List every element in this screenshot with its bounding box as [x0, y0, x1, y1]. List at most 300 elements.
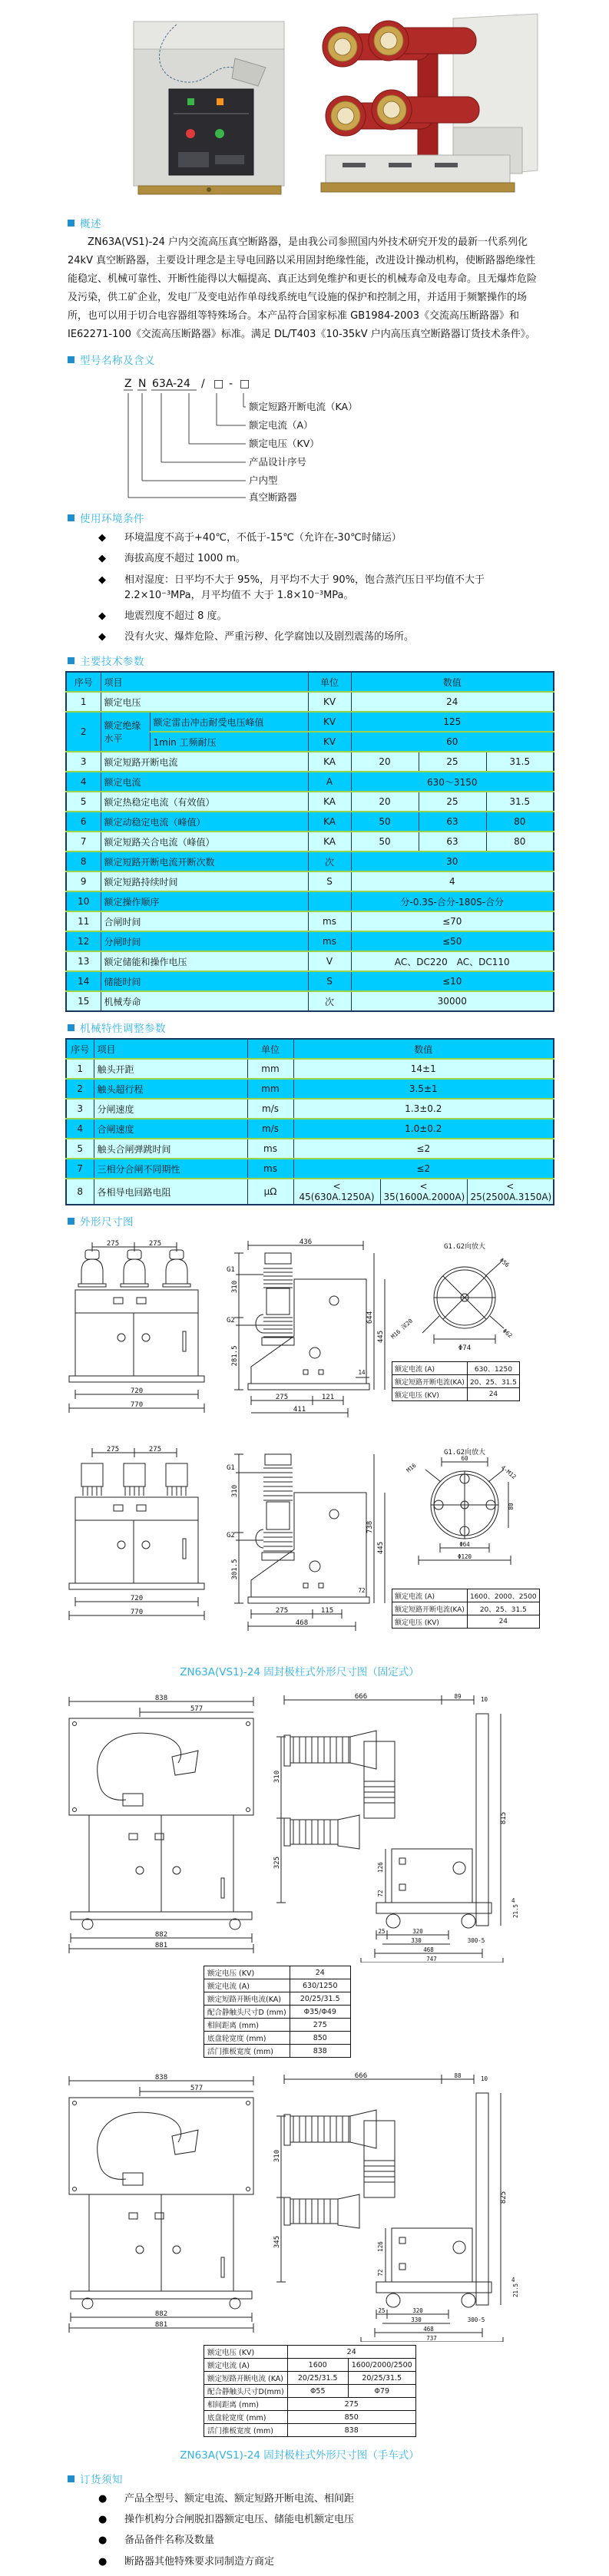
rating-value: 24 [290, 1966, 350, 1979]
square-bullet-icon [68, 657, 74, 664]
cell-item: 触头合闸弹跳时间 [94, 1139, 247, 1159]
cell-unit: KA [308, 792, 351, 812]
handcart-type-caption: ZN63A(VS1)-24 固封极柱式外形尺寸图（手车式） [180, 2449, 419, 2462]
section-title: 订货须知 [80, 2474, 123, 2487]
section-title: 主要技术参数 [80, 656, 144, 669]
dim-label: 445 [377, 1541, 385, 1555]
model-code-part: □ [240, 378, 250, 391]
model-label: 额定短路开断电流（KA） [249, 401, 358, 413]
dim-label: 4-M12 [499, 1463, 518, 1481]
model-code-part: Z [124, 378, 132, 391]
cell-no: 8 [66, 1179, 94, 1205]
dim-label: 275 [148, 1446, 162, 1454]
dim-label: 275 [275, 1607, 289, 1615]
mechanical-params-table [65, 1038, 554, 1205]
cell-item: 额定储能和操作电压 [101, 951, 308, 971]
cell-unit: ms [247, 1139, 293, 1159]
cell-unit: KA [308, 752, 351, 772]
dim-label: 10 [481, 2075, 488, 2083]
model-code-part: / [201, 378, 205, 391]
cell-no: 5 [66, 1139, 94, 1159]
cell-no: 11 [66, 911, 101, 931]
dim-label: 275 [106, 1240, 120, 1248]
cell-unit: m/s [247, 1119, 293, 1139]
cell-no: 4 [66, 1119, 94, 1139]
dim-label: 4 [511, 1897, 515, 1905]
cell-no: 2 [66, 712, 101, 752]
cell-no: 8 [66, 852, 101, 871]
cell-item: 额定短路关合电流（峰值） [101, 832, 308, 852]
dim-label: 301.5 [231, 1559, 239, 1580]
rating-value: 20/25/31.5 [348, 2372, 415, 2385]
dim-label: 720 [130, 1595, 144, 1603]
cell-value: 50 [351, 832, 419, 852]
dim-label: Φ120 [457, 1553, 472, 1561]
cell-no: 10 [66, 891, 101, 911]
list-item-text: 环境温度不高于+40℃，不低于-15℃（允许在-30℃时储运） [124, 532, 402, 544]
cell-unit: ms [308, 931, 351, 951]
dim-label: 882 [154, 1931, 168, 1939]
dim-label: M16 [405, 1462, 418, 1474]
handcart-1600a-rating-table [204, 2345, 416, 2437]
dim-label: 320 [412, 1928, 423, 1936]
cell-subitem: 1min 工频耐压 [150, 732, 308, 752]
dim-label: 577 [190, 1705, 204, 1714]
cell-item: 额定动稳定电流（峰值） [101, 812, 308, 832]
cell-no: 2 [66, 1079, 94, 1099]
dim-label: 310 [273, 1770, 281, 1784]
cell-value: 1.3±0.2 [293, 1099, 554, 1119]
model-label: 产品设计序号 [249, 456, 307, 468]
cell-value: ≤2 [293, 1139, 554, 1159]
col-header: 数值 [293, 1039, 554, 1059]
product-photos [0, 0, 609, 207]
rating-value: 24 [467, 1388, 519, 1401]
list-item [98, 630, 563, 645]
cell-unit: KV [308, 712, 351, 732]
rating-value: 850 [287, 2411, 415, 2424]
dim-label: Φ64 [459, 1541, 470, 1549]
dim-label: 310 [231, 1484, 239, 1498]
rating-value: Φ35/Φ49 [290, 2006, 350, 2019]
cell-no: 5 [66, 792, 101, 812]
cell-unit: ms [247, 1159, 293, 1179]
list-item [98, 531, 563, 546]
cell-item: 额定短路开断电流开断次数 [101, 852, 308, 871]
list-item-text: 地震烈度不超过 8 度。 [124, 610, 227, 622]
cell-item: 额定热稳定电流（有效值） [101, 792, 308, 812]
diamond-bullet-icon: ◆ [98, 630, 106, 643]
cell-item: 触头开距 [94, 1059, 247, 1079]
diamond-bullet-icon: ◆ [98, 532, 106, 544]
less-than-sign: < [333, 1181, 341, 1192]
cell-item: 额定电压 [101, 692, 308, 712]
section-heading-dimensions [68, 1213, 609, 1228]
main-tech-table [65, 671, 554, 1012]
dim-label: 115 [320, 1607, 334, 1615]
handcart-type-1600a-drawing [61, 2067, 559, 2342]
cell-unit: KA [308, 812, 351, 832]
dim-label: 468 [295, 1619, 309, 1628]
dim-label: M16 深20 [389, 1317, 415, 1341]
dim-label: 770 [130, 1609, 144, 1617]
cell-value: 1.0±0.2 [293, 1119, 554, 1139]
handcart-630a-rating-table [204, 1966, 351, 2058]
rating-value: 630/1250 [290, 1979, 350, 1992]
list-item-text: 相对湿度：日平均不大于 95%，月平均不大于 90%，饱合蒸汽压日平均值不大于 2.2×10⁻³MPa，月平均值不 大于 1.8×10⁻³MPa。 [124, 574, 485, 601]
cell-no: 1 [66, 692, 101, 712]
dim-label: 300-5 [467, 1937, 485, 1945]
cell-no: 12 [66, 931, 101, 951]
rating-value: 20、25、31.5 [467, 1602, 539, 1615]
dot-bullet-icon: ● [98, 2493, 108, 2505]
dim-label: 666 [354, 1693, 368, 1701]
cell-unit: 次 [308, 852, 351, 871]
cell-value: 25 [419, 792, 486, 812]
cell-value [467, 1179, 554, 1205]
section-heading-model [68, 352, 609, 367]
fixed-type-1600a-drawing [61, 1439, 559, 1655]
cell-value: 分-0.3S-合分-180S-合分 [351, 891, 554, 911]
rating-key: 额定短路开断电流(KA) [392, 1602, 468, 1615]
dim-label: Φ56 [498, 1256, 511, 1269]
cell-item: 机械寿命 [101, 991, 308, 1011]
dim-label: 72 [358, 1587, 366, 1595]
section-title: 机械特性调整参数 [80, 1023, 166, 1036]
list-item [98, 2555, 563, 2570]
dim-label: 881 [154, 2321, 168, 2330]
list-item [98, 2533, 563, 2548]
rating-key: 相间距离 (mm) [204, 2398, 288, 2411]
rating-value: 838 [287, 2424, 415, 2437]
cell-value: 20 [351, 752, 419, 772]
list-item-text: 操作机构分合闸脱扣器额定电压、储能电机额定电压 [124, 2514, 355, 2526]
list-item-text: 没有火灾、爆炸危险、严重污秽、化学腐蚀以及剧烈震荡的场所。 [124, 630, 415, 643]
cell-item: 额定电流 [101, 772, 308, 792]
dim-label: 60 [461, 1455, 468, 1463]
cell-no: 3 [66, 1099, 94, 1119]
dim-label: 72 [377, 1890, 384, 1897]
dim-label: 881 [154, 1942, 168, 1950]
model-designation-diagram [84, 370, 561, 502]
cell-value: 80 [486, 812, 554, 832]
square-bullet-icon [68, 1218, 74, 1225]
rating-value: 24 [467, 1615, 539, 1629]
cell-unit: V [308, 951, 351, 971]
cell-value: 31.5 [486, 752, 554, 772]
rating-value: 275 [290, 2019, 350, 2032]
cell-subitem: 额定雷击冲击耐受电压峰值 [150, 712, 308, 732]
rating-key: 额定电压 (KV) [392, 1615, 468, 1629]
breaker-pole-assembly-photo [303, 12, 547, 200]
cell-item: 合闸速度 [94, 1119, 247, 1139]
dim-label: 468 [423, 1946, 434, 1954]
rating-value: 20/25/31.5 [290, 1992, 350, 2006]
list-item [98, 2492, 563, 2507]
list-item-text: 备品备件名称及数量 [124, 2535, 215, 2547]
cell-no: 7 [66, 1159, 94, 1179]
dim-label: 126 [377, 2241, 384, 2252]
resistance-value: 25(2500A.3150A) [470, 1192, 552, 1203]
dim-label: 4 [511, 2277, 515, 2284]
dim-label: 747 [426, 1956, 437, 1963]
rating-value: 275 [287, 2398, 415, 2411]
dim-label: 21.5 [512, 2283, 519, 2298]
list-item [98, 609, 563, 624]
cell-unit: A [308, 772, 351, 792]
rating-value: 20、25、31.5 [467, 1375, 519, 1388]
dim-label: 411 [293, 1406, 306, 1414]
dim-label: 644 [366, 1311, 374, 1324]
dim-label: 436 [299, 1238, 313, 1247]
cell-value: 80 [486, 832, 554, 852]
dim-label: 330 [411, 2316, 422, 2324]
cell-unit: S [308, 871, 351, 891]
less-than-sign: < [419, 1181, 428, 1192]
rating-value: Φ79 [348, 2385, 415, 2398]
environment-list [0, 531, 609, 645]
cell-unit: m/s [247, 1099, 293, 1119]
cell-value: 50 [351, 812, 419, 832]
cell-unit: KV [308, 732, 351, 752]
cell-item: 额定短路持续时间 [101, 871, 308, 891]
cell-unit: μΩ [247, 1179, 293, 1205]
model-label: 户内型 [249, 475, 278, 487]
cell-no: 9 [66, 871, 101, 891]
cell-value: 63 [419, 832, 486, 852]
col-header: 单位 [308, 672, 351, 692]
cell-item: 各相导电回路电阻 [94, 1179, 247, 1205]
resistance-value: 45(630A.1250A) [299, 1192, 375, 1203]
section-heading-environment [68, 510, 609, 525]
model-label: 额定电流（A） [249, 419, 313, 432]
fixed-type-caption: ZN63A(VS1)-24 固封极柱式外形尺寸图（固定式） [180, 1666, 419, 1679]
cell-item: 三相分合闸不同期性 [94, 1159, 247, 1179]
section-title: 型号名称及含义 [80, 355, 155, 368]
rating-key: 相间距离 (mm) [204, 2019, 290, 2032]
square-bullet-icon [68, 1024, 74, 1031]
rating-key: 底盘轮宽度 (mm) [204, 2032, 290, 2045]
model-code-part: - [229, 378, 233, 391]
fixed-type-630a-drawing-svg [61, 1235, 559, 1433]
dim-label: 838 [154, 1695, 168, 1703]
col-header: 单位 [247, 1039, 293, 1059]
detail-title: G1.G2向放大 [443, 1243, 486, 1252]
rating-key: 额定短路开断电流 (KA) [204, 2372, 288, 2385]
rating-key: 额定电压 (KV) [392, 1388, 468, 1401]
section-heading-tech-params [68, 653, 609, 668]
list-item-text: 海拔高度不超过 1000 m。 [124, 553, 247, 565]
dim-label: 310 [231, 1280, 239, 1294]
cell-value: ≤50 [351, 931, 554, 951]
rating-key: 底盘轮宽度 (mm) [204, 2411, 288, 2424]
square-bullet-icon [68, 514, 74, 521]
dim-label: G2 [227, 1532, 235, 1540]
cell-value: 20 [351, 792, 419, 812]
cell-value: ≤2 [293, 1159, 554, 1179]
cell-unit: KV [308, 692, 351, 712]
cell-no: 4 [66, 772, 101, 792]
dim-label: 468 [423, 2326, 434, 2333]
dim-label: 275 [148, 1240, 162, 1248]
resistance-value: 35(1600A.2000A) [383, 1192, 465, 1203]
list-item [98, 2512, 563, 2528]
fixed-630a-rating-table [392, 1361, 520, 1401]
cell-value: 30 [351, 852, 554, 871]
model-code-part: 63A-24 [152, 378, 190, 391]
dim-label: 445 [377, 1330, 385, 1344]
square-bullet-icon [68, 220, 74, 227]
cell-unit: ms [308, 911, 351, 931]
dim-label: 825 [500, 2191, 508, 2204]
cell-value: 63 [419, 812, 486, 832]
cell-no: 7 [66, 832, 101, 852]
list-item [98, 551, 563, 567]
handcart-type-630a-drawing [61, 1688, 559, 1963]
fixed-type-630a-drawing [61, 1235, 559, 1433]
rating-value: 1600/2000/2500 [348, 2359, 415, 2372]
rating-value: 838 [290, 2045, 350, 2058]
list-item-text: 断路器其他特殊要求同制造方商定 [124, 2555, 275, 2568]
cell-value: 4 [351, 871, 554, 891]
dim-label: 126 [377, 1862, 384, 1873]
section-title: 概述 [80, 218, 101, 230]
dim-label: 275 [106, 1446, 120, 1454]
col-header: 序号 [66, 672, 101, 692]
dim-label: 345 [273, 2235, 281, 2249]
dim-label: 25 [378, 2307, 386, 2315]
dot-bullet-icon: ● [98, 2514, 108, 2526]
rating-value: Φ55 [287, 2385, 348, 2398]
rating-key: 配合静触头尺寸D (mm) [204, 2006, 290, 2019]
cell-unit: mm [247, 1059, 293, 1079]
cell-item: 额定绝缘水平 [101, 712, 150, 752]
section-heading-ordering [68, 2471, 609, 2486]
dim-label: 89 [454, 1693, 462, 1701]
cell-unit: S [308, 971, 351, 991]
rating-key: 额定电压 (KV) [204, 1966, 290, 1979]
dim-label: 770 [130, 1401, 144, 1410]
dim-label: 80 [508, 1503, 515, 1510]
dim-label: 88 [454, 2072, 462, 2080]
col-header: 序号 [66, 1039, 94, 1059]
rating-value: 1600、2000、2500 [467, 1589, 539, 1602]
dim-label: 320 [412, 2307, 423, 2315]
cell-item: 储能时间 [101, 971, 308, 991]
dim-label: 577 [190, 2085, 204, 2093]
cell-no: 1 [66, 1059, 94, 1079]
cell-value: 125 [351, 712, 554, 732]
cell-value: 31.5 [486, 792, 554, 812]
rating-key: 活门推板宽度 (mm) [204, 2045, 290, 2058]
cell-item: 合闸时间 [101, 911, 308, 931]
dim-label: 300-5 [467, 2316, 485, 2324]
rating-key: 额定电流 (A) [204, 1979, 290, 1992]
handcart-type-630a-drawing-svg [61, 1688, 559, 1963]
cell-item: 分闸时间 [101, 931, 308, 951]
cell-value: 14±1 [293, 1059, 554, 1079]
cell-value: 630～3150 [351, 772, 554, 792]
dim-label: 121 [321, 1394, 335, 1402]
rating-key: 配合静触头尺寸D(mm) [204, 2385, 288, 2398]
fixed-1600a-rating-table [392, 1589, 540, 1629]
detail-title: G1.G2向放大 [443, 1449, 486, 1457]
dim-label: 275 [275, 1394, 289, 1402]
dim-label: 72 [377, 2269, 384, 2277]
rating-key: 额定短路开断电流(KA) [392, 1375, 468, 1388]
dim-label: 838 [154, 2074, 168, 2082]
diamond-bullet-icon: ◆ [98, 553, 106, 565]
cell-unit [308, 891, 351, 911]
cell-value: 3.5±1 [293, 1079, 554, 1099]
cell-value: 30000 [351, 991, 554, 1011]
dim-label: 720 [130, 1387, 144, 1396]
cell-no: 3 [66, 752, 101, 772]
rating-key: 额定电流 (A) [204, 2359, 288, 2372]
dim-label: 14 [358, 1369, 366, 1377]
square-bullet-icon [68, 356, 74, 363]
dim-label: G1 [227, 1464, 235, 1473]
cell-value: 24 [351, 692, 554, 712]
section-heading-mech-params [68, 1020, 609, 1035]
dim-label: 10 [481, 1696, 488, 1704]
cell-unit: mm [247, 1079, 293, 1099]
dim-label: 737 [426, 2335, 437, 2343]
dim-label: G2 [227, 1317, 235, 1325]
model-label: 额定电压（KV） [249, 438, 319, 450]
cell-value: ≤70 [351, 911, 554, 931]
dot-bullet-icon: ● [98, 2535, 108, 2547]
dim-label: 330 [411, 1937, 422, 1945]
model-code-part: □ [213, 378, 224, 391]
rating-key: 额定电流 (A) [392, 1362, 468, 1375]
cell-value: 60 [351, 732, 554, 752]
cell-value: ≤10 [351, 971, 554, 991]
model-code-part: N [138, 378, 147, 391]
dim-label: 738 [366, 1520, 374, 1534]
cell-unit: 次 [308, 991, 351, 1011]
cell-item: 分闸速度 [94, 1099, 247, 1119]
cell-unit: KA [308, 832, 351, 852]
dim-label: 666 [354, 2072, 368, 2081]
cell-item: 额定操作顺序 [101, 891, 308, 911]
list-item [98, 573, 563, 603]
rating-value: 1600 [287, 2359, 348, 2372]
section-title: 外形尺寸图 [80, 1216, 134, 1229]
cell-value: 25 [419, 752, 486, 772]
rating-key: 额定电流 (A) [392, 1589, 468, 1602]
handcart-type-1600a-drawing-svg [61, 2067, 559, 2342]
list-item-text: 产品全型号、额定电流、额定短路开断电流、相间距 [124, 2493, 355, 2505]
rating-value: 630、1250 [467, 1362, 519, 1375]
col-header: 项目 [94, 1039, 247, 1059]
square-bullet-icon [68, 2475, 74, 2482]
cell-no: 6 [66, 812, 101, 832]
diamond-bullet-icon: ◆ [98, 574, 106, 586]
dim-label: 325 [273, 1856, 281, 1870]
col-header: 项目 [101, 672, 308, 692]
rating-value: 24 [287, 2346, 415, 2359]
cell-no: 15 [66, 991, 101, 1011]
overview-paragraph: ZN63A(VS1)-24 户内交流高压真空断路器，是由我公司参照国内外技术研究开发的最新一代系列化 24kV 真空断路器，主要设计理念是主导电回路以采用固封绝缘性能，改进设计操动机构，使断路器绝缘性能稳定、机械可靠性、开断性能得以大幅提高、真正达到免维护和更长的机械寿命及电寿命。且无爆炸危险及污染，供工矿企业，发电厂及变电站作单母线系统电气设施的保护和控制之用，并适用于频繁操作的场所，也可以用于切合电容器组等特殊场合。本产品符合国家标准 GB1984-2003《交流高压断路器》和 IE62271-100《交流高压断路器》标准。满足 DL/T403《10-35kV 户内高压真空断路器订货技术条件》。 [68, 236, 538, 341]
dim-label: 882 [154, 2310, 168, 2319]
rating-value: 20/25/31.5 [287, 2372, 348, 2385]
col-header: 数值 [351, 672, 554, 692]
cell-no: 14 [66, 971, 101, 991]
dim-label: 310 [273, 2149, 281, 2163]
section-title: 使用环境条件 [80, 513, 144, 526]
diamond-bullet-icon: ◆ [98, 610, 106, 622]
